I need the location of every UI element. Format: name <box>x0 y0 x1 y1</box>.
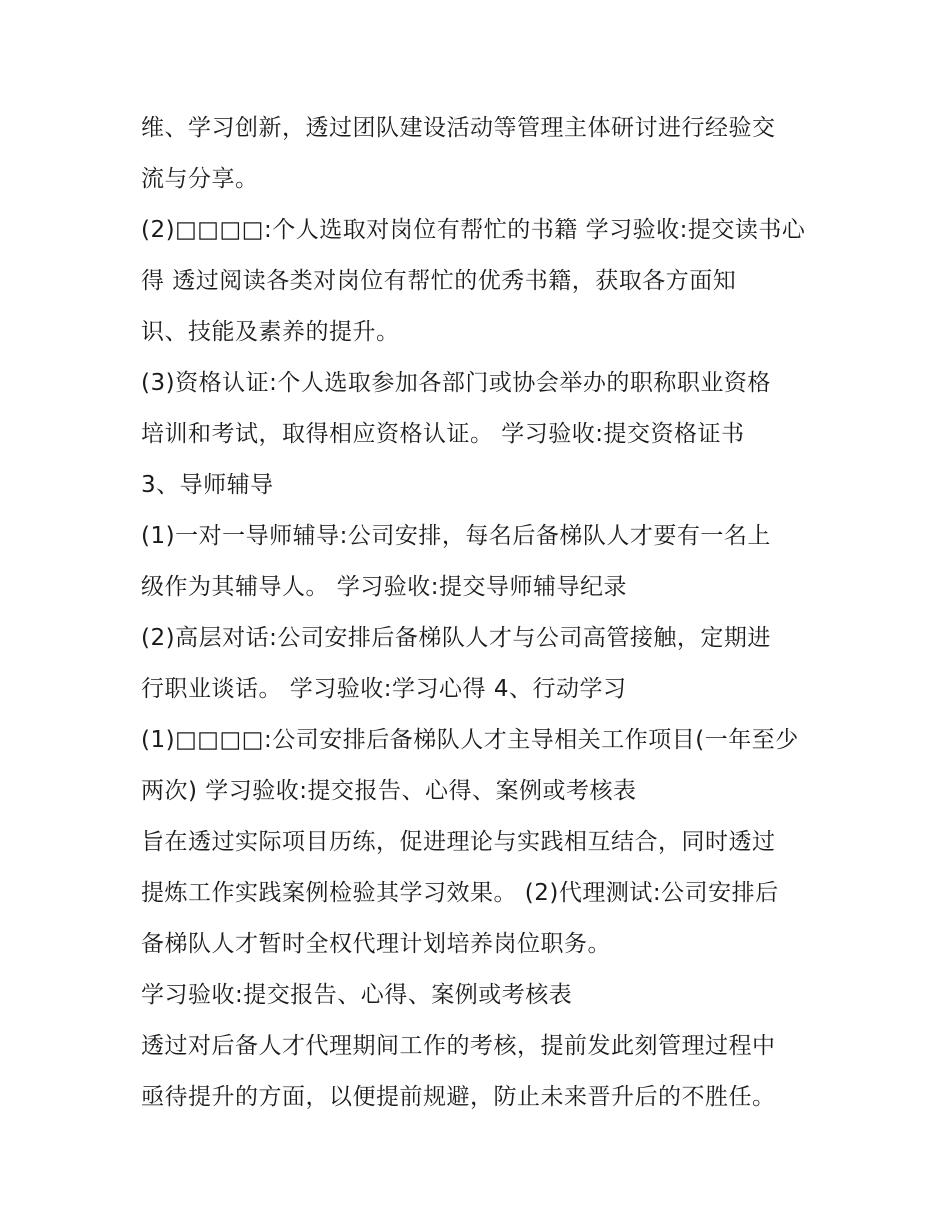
text-line: (1)□□□□:公司安排后备梯队人才主导相关工作项目(一年至少 <box>141 727 799 753</box>
text-line: 3、导师辅导 <box>141 472 274 498</box>
text-line: (2)高层对话:公司安排后备梯队人才与公司高管接触，定期进 <box>141 625 771 651</box>
text-line: (2)□□□□:个人选取对岗位有帮忙的书籍 学习验收:提交读书心 <box>141 217 806 243</box>
text-line: 流与分享。 <box>141 166 259 192</box>
text-line: 行职业谈话。 学习验收:学习心得 4、行动学习 <box>141 676 627 702</box>
text-line: 级作为其辅导人。 学习验收:提交导师辅导纪录 <box>141 574 628 600</box>
text-line: 学习验收:提交报告、心得、案例或考核表 <box>141 982 573 1008</box>
text-line: 亟待提升的方面，以便提前规避，防止未来晋升后的不胜任。 <box>141 1084 776 1110</box>
text-line: 培训和考试，取得相应资格认证。 学习验收:提交资格证书 <box>141 421 745 447</box>
text-line: 透过对后备人才代理期间工作的考核，提前发此刻管理过程中 <box>141 1033 776 1059</box>
text-line: 维、学习创新，透过团队建设活动等管理主体研讨进行经验交 <box>141 115 776 141</box>
text-line: (3)资格认证:个人选取参加各部门或协会举办的职称职业资格 <box>141 370 771 396</box>
text-line: 提炼工作实践案例检验其学习效果。 (2)代理测试:公司安排后 <box>141 880 779 906</box>
text-line: 识、技能及素养的提升。 <box>141 319 400 345</box>
text-line: (1)一对一导师辅导:公司安排，每名后备梯队人才要有一名上 <box>141 523 771 549</box>
text-line: 两次) 学习验收:提交报告、心得、案例或考核表 <box>141 778 637 804</box>
text-line: 旨在透过实际项目历练，促进理论与实践相互结合，同时透过 <box>141 829 776 855</box>
text-line: 得 透过阅读各类对岗位有帮忙的优秀书籍，获取各方面知 <box>141 268 737 294</box>
text-line: 备梯队人才暂时全权代理计划培养岗位职务。 <box>141 931 611 957</box>
body-text <box>141 108 831 1128</box>
